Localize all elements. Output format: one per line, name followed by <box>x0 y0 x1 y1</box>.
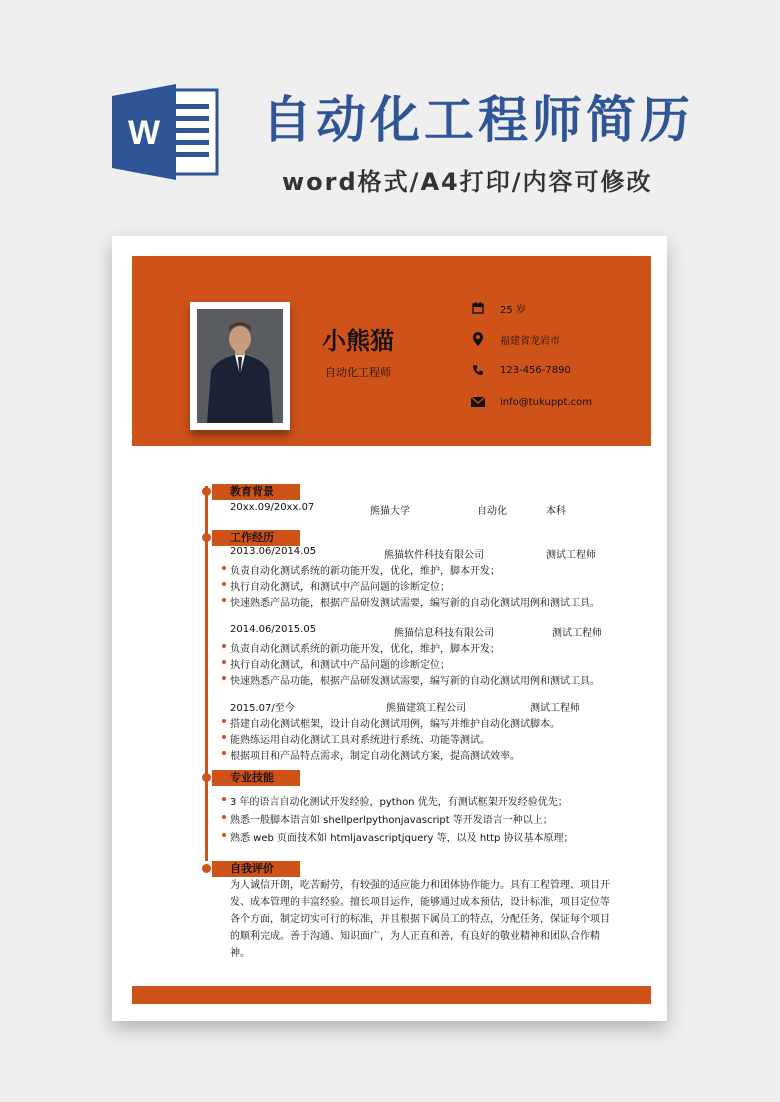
section-title: 工作经历 <box>230 531 274 544</box>
info-phone <box>470 362 571 378</box>
section-self-header <box>212 861 300 877</box>
section-skills-header <box>212 770 300 786</box>
timeline-dot <box>202 864 211 873</box>
edu-date: 20xx.09/20xx.07 <box>230 502 315 513</box>
job-company: 熊猫建筑工程公司 <box>386 703 466 714</box>
timeline-dot <box>202 773 211 782</box>
profile-email: info@tukuppt.com <box>500 396 592 408</box>
job-role: 测试工程师 <box>552 628 602 639</box>
resume-header <box>132 256 651 446</box>
info-age <box>470 300 526 316</box>
job-role: 测试工程师 <box>546 550 596 561</box>
envelope-icon <box>470 394 486 410</box>
profile-name: 小熊猫 <box>322 327 394 355</box>
timeline-dot <box>202 487 211 496</box>
location-pin-icon <box>470 331 486 347</box>
section-work-header <box>212 530 300 546</box>
job-company: 熊猫软件科技有限公司 <box>384 550 484 561</box>
edu-school: 熊猫大学 <box>370 506 410 517</box>
section-education-header <box>212 484 300 500</box>
job-bullet: 执行自动化测试，和测试中产品问题的诊断定位； <box>230 578 450 593</box>
job-bullet: 根据项目和产品特点需求，制定自动化测试方案，提高测试效率。 <box>230 747 520 762</box>
profile-age: 25 岁 <box>500 304 526 316</box>
resume-footer-bar <box>132 986 651 1004</box>
phone-icon <box>470 362 486 378</box>
banner-title: 自动化工程师简历 <box>262 91 694 149</box>
skill-item: 3 年的语言自动化测试开发经验，python 优先，有测试框架开发经验优先； <box>230 793 568 808</box>
skill-item: 熟悉 web 页面技术如 htmljavascriptjquery 等，以及 http 协议基本原理； <box>230 829 574 844</box>
job-role: 测试工程师 <box>530 703 580 714</box>
section-title: 教育背景 <box>230 485 274 498</box>
self-evaluation-text: 为人诚信开朗，吃苦耐劳，有较强的适应能力和团体协作能力。具有工程管理、项目开发、成本管理的丰富经验。擅长项目运作，能够通过成本预估，设计标准，项目定位等各个方面，制定切实可行的标准，并且根据下属员工的特点，分配任务，保证每个项目的顺利完成。善于沟通、知识面广，为人正直和善，有良好的敬业精神和团队合作精神。 <box>230 880 610 959</box>
info-email <box>470 394 592 410</box>
profile-photo <box>190 302 290 430</box>
svg-text:W: W <box>127 114 161 152</box>
skill-item: 熟悉一般脚本语言如 shellperlpythonjavascript 等开发语言一种以上； <box>230 811 553 826</box>
job-bullet: 执行自动化测试，和测试中产品问题的诊断定位； <box>230 656 450 671</box>
job-date: 2013.06/2014.05 <box>230 546 317 557</box>
job-bullet: 快速熟悉产品功能，根据产品研发测试需要，编写新的自动化测试用例和测试工具。 <box>230 594 600 609</box>
person-photo-icon <box>197 309 283 423</box>
job-date: 2014.06/2015.05 <box>230 624 317 635</box>
edu-major: 自动化 <box>477 506 507 517</box>
info-location <box>470 331 560 347</box>
resume-page <box>112 236 667 1021</box>
profile-phone: 123-456-7890 <box>500 364 571 376</box>
timeline-line <box>205 486 208 861</box>
timeline-dot <box>202 533 211 542</box>
job-bullet: 负责自动化测试系统的新功能开发，优化，维护，脚本开发； <box>230 640 500 655</box>
calendar-icon <box>470 300 486 316</box>
job-bullet: 搭建自动化测试框架，设计自动化测试用例，编写并维护自动化测试脚本。 <box>230 715 560 730</box>
profile-location: 福建省龙岩市 <box>500 335 560 347</box>
section-title: 专业技能 <box>230 771 274 784</box>
edu-degree: 本科 <box>546 506 566 517</box>
word-document-icon <box>112 82 222 182</box>
section-title: 自我评价 <box>230 862 274 875</box>
job-bullet: 能熟练运用自动化测试工具对系统进行系统、功能等测试。 <box>230 731 490 746</box>
job-bullet: 快速熟悉产品功能，根据产品研发测试需要，编写新的自动化测试用例和测试工具。 <box>230 672 600 687</box>
job-date: 2015.07/至今 <box>230 703 295 714</box>
job-company: 熊猫信息科技有限公司 <box>394 628 494 639</box>
banner-subtitle: word格式/A4打印/内容可修改 <box>282 168 653 196</box>
job-bullet: 负责自动化测试系统的新功能开发，优化，维护，脚本开发； <box>230 562 500 577</box>
profile-job: 自动化工程师 <box>325 366 391 379</box>
